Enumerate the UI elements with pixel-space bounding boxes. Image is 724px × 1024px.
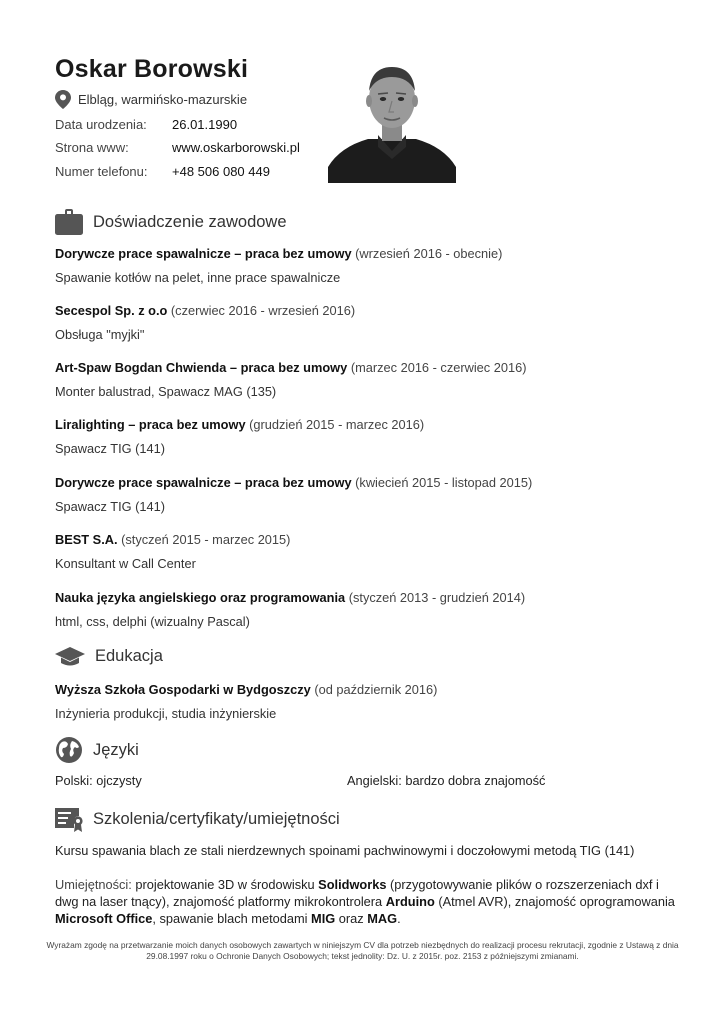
skills-text: . [397,911,401,926]
skill-highlight: MAG [367,911,398,926]
section-languages [55,736,139,764]
skills-text: , spawanie blach metodami [152,911,312,926]
job-title: BEST S.A. [55,532,118,547]
job-description: Spawacz TIG (141) [55,499,166,514]
job-title: Dorywcze prace spawalnicze – praca bez umowy [55,246,352,261]
language-polish: Polski: ojczysty [55,773,142,788]
job-period: (wrzesień 2016 - obecnie) [355,246,503,261]
location-pin-icon [55,90,71,109]
job-period: (grudzień 2015 - marzec 2016) [249,417,425,432]
job-period: (kwiecień 2015 - listopad 2015) [355,475,533,490]
skills-text: (Atmel AVR), znajomość oprogramowania [434,894,675,909]
job-title: Dorywcze prace spawalnicze – praca bez umowy [55,475,352,490]
experience-item [55,303,675,342]
section-title: Edukacja [95,646,163,665]
job-period: (marzec 2016 - czerwiec 2016) [350,360,527,375]
section-experience [55,209,287,235]
skills-paragraph [55,876,680,927]
job-title: Nauka języka angielskiego oraz programowania [55,590,346,605]
experience-item [55,532,675,571]
info-label: Numer telefonu: [55,164,148,179]
skill-highlight: MIG [311,911,336,926]
info-label: Strona www: [55,140,129,155]
experience-item [55,417,675,456]
skills-text: oraz [335,911,368,926]
globe-icon [55,736,83,764]
job-title: Art-Spaw Bogdan Chwienda – praca bez umowy [55,360,348,375]
skill-highlight: Microsoft Office [55,911,153,926]
info-value[interactable]: www.oskarborowski.pl [172,140,300,155]
briefcase-icon [55,209,83,235]
info-website [55,140,300,155]
certificate-icon [55,806,83,832]
info-value: 26.01.1990 [172,117,238,132]
education-period: (od październik 2016) [314,682,438,697]
job-title: Liralighting – praca bez umowy [55,417,246,432]
training-course: Kursu spawania blach ze stali nierdzewnych spoinami pachwinowymi i doczołowymi metodą TIG (141) [55,843,635,858]
job-period: (czerwiec 2016 - wrzesień 2016) [170,303,356,318]
school-name: Wyższa Szkoła Gospodarki w Bydgoszczy [55,682,311,697]
gdpr-consent-footer: Wyrażam zgodę na przetwarzanie moich danych osobowych zawartych w niniejszym CV dla potrzeb niezbędnych do realizacji procesu rekrutacji, zgodnie z Ustawą z dnia 29.08.1997 roku o Ochronie Danych Osobowych; tekst jednolity: Dz. U. z 2015r. poz. 2153 z późniejszymi zmianami. [46,940,679,961]
skills-text: projektowanie 3D w środowisku [131,877,319,892]
section-title: Szkolenia/certyfikaty/umiejętności [93,809,340,828]
language-english: Angielski: bardzo dobra znajomość [347,773,546,788]
experience-item [55,590,675,629]
info-phone [55,164,270,179]
info-value: +48 506 080 449 [172,164,270,179]
job-description: html, css, delphi (wizualny Pascal) [55,614,250,629]
info-label: Data urodzenia: [55,117,147,132]
job-description: Obsługa "myjki" [55,327,145,342]
education-item [55,682,675,721]
skills-label: Umiejętności: [55,877,132,892]
experience-item [55,246,675,285]
section-title: Doświadczenie zawodowe [93,212,287,231]
person-name: Oskar Borowski [55,55,249,83]
location [55,90,247,109]
languages-row [55,773,675,788]
job-description: Spawacz TIG (141) [55,441,166,456]
education-description: Inżynieria produkcji, studia inżynierskie [55,706,277,721]
profile-photo [328,55,456,183]
info-birth-date [55,117,237,132]
job-title: Secespol Sp. z o.o [55,303,168,318]
experience-item [55,475,675,514]
section-trainings [55,806,340,832]
job-period: (styczeń 2013 - grudzień 2014) [348,590,526,605]
section-title: Języki [93,740,139,759]
job-description: Monter balustrad, Spawacz MAG (135) [55,384,277,399]
section-education [55,644,163,668]
job-description: Spawanie kotłów na pelet, inne prace spawalnicze [55,270,341,285]
skill-highlight: Solidworks [318,877,387,892]
location-text: Elbląg, warmińsko-mazurskie [78,92,248,107]
job-description: Konsultant w Call Center [55,556,196,571]
job-period: (styczeń 2015 - marzec 2015) [121,532,291,547]
experience-item [55,360,675,399]
skills-text: (przygotowywanie plików o rozszerzeniach dxf i dwg na laser tnący), znajomość platformy mikrokontrolera [55,877,659,909]
skill-highlight: Arduino [385,894,435,909]
graduation-cap-icon [55,644,85,668]
